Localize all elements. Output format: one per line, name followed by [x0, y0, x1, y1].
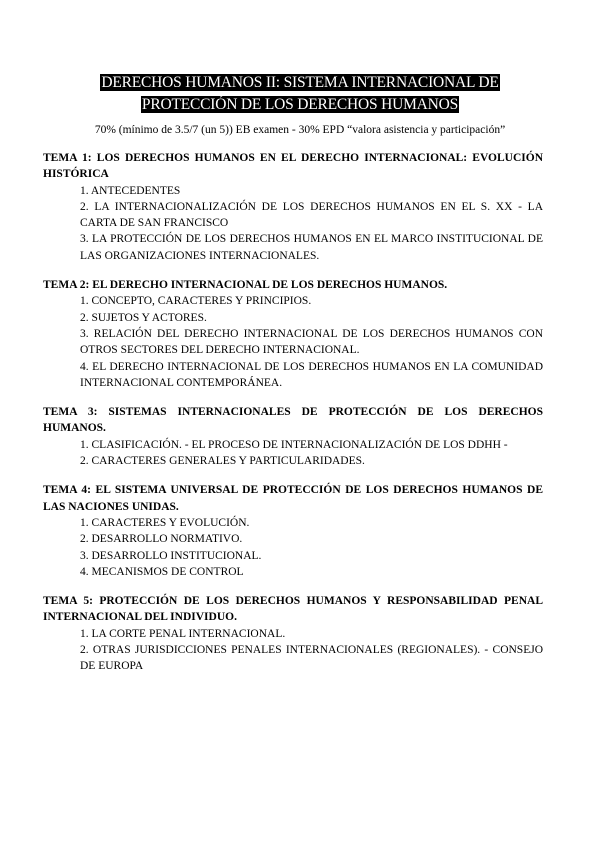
topic-item: 2. DESARROLLO NORMATIVO.	[80, 533, 243, 546]
topic-title: TEMA 3: SISTEMAS INTERNACIONALES DE PROTECCIÓN DE LOS DERECHOS HUMANOS.	[43, 406, 543, 435]
topic-3	[43, 404, 543, 469]
topics-list	[43, 150, 543, 688]
topic-title: TEMA 4: EL SISTEMA UNIVERSAL DE PROTECCIÓN DE LOS DERECHOS HUMANOS DE LAS NACIONES UNIDAS.	[43, 484, 543, 513]
topic-item: 1. CONCEPTO, CARACTERES Y PRINCIPIOS.	[80, 295, 312, 308]
topic-item: 1. ANTECEDENTES	[80, 184, 181, 197]
title-line-1: DERECHOS HUMANOS II: SISTEMA INTERNACIONAL DE	[101, 74, 499, 91]
topic-item: 1. CARACTERES Y EVOLUCIÓN.	[80, 516, 250, 529]
topic-1	[43, 150, 543, 264]
title-line-2: PROTECCIÓN DE LOS DERECHOS HUMANOS	[141, 96, 459, 113]
topic-title: TEMA 1: LOS DERECHOS HUMANOS EN EL DERECHO INTERNACIONAL: EVOLUCIÓN HISTÓRICA	[43, 152, 543, 181]
topic-2	[43, 277, 543, 391]
topic-5	[43, 593, 543, 674]
document-title	[0, 72, 600, 116]
topic-4	[43, 482, 543, 580]
topic-item: 4. EL DERECHO INTERNACIONAL DE LOS DERECHOS HUMANOS EN LA COMUNIDAD INTERNACIONAL CONTEMPORÁNEA.	[80, 360, 543, 389]
topic-item: 3. LA PROTECCIÓN DE LOS DERECHOS HUMANOS EN EL MARCO INSTITUCIONAL DE LAS ORGANIZACIONES INTERNACIONALES.	[80, 233, 543, 262]
topic-item: 4. MECANISMOS DE CONTROL	[80, 565, 244, 578]
topic-item: 1. LA CORTE PENAL INTERNACIONAL.	[80, 627, 286, 640]
topic-title: TEMA 2: EL DERECHO INTERNACIONAL DE LOS DERECHOS HUMANOS.	[43, 279, 448, 292]
topic-item: 2. CARACTERES GENERALES Y PARTICULARIDADES.	[80, 455, 365, 468]
topic-item: 2. LA INTERNACIONALIZACIÓN DE LOS DERECHOS HUMANOS EN EL S. XX - LA CARTA DE SAN FRANCISCO	[80, 200, 543, 230]
topic-item: 3. DESARROLLO INSTITUCIONAL.	[80, 549, 262, 562]
topic-item: 3. RELACIÓN DEL DERECHO INTERNACIONAL DE LOS DERECHOS HUMANOS CON OTROS SECTORES DEL DERECHO INTERNACIONAL.	[80, 327, 543, 357]
grading-criteria: 70% (mínimo de 3.5/7 (un 5)) EB examen - 30% EPD “valora asistencia y participación”	[94, 124, 506, 136]
topic-item: 2. SUJETOS Y ACTORES.	[80, 311, 207, 324]
topic-item: 2. OTRAS JURISDICCIONES PENALES INTERNACIONALES (REGIONALES). - CONSEJO DE EUROPA	[80, 644, 543, 673]
topic-title: TEMA 5: PROTECCIÓN DE LOS DERECHOS HUMANOS Y RESPONSABILIDAD PENAL INTERNACIONAL DEL INDIVIDUO.	[43, 595, 543, 624]
topic-item: 1. CLASIFICACIÓN. - EL PROCESO DE INTERNACIONALIZACIÓN DE LOS DDHH -	[80, 438, 508, 451]
